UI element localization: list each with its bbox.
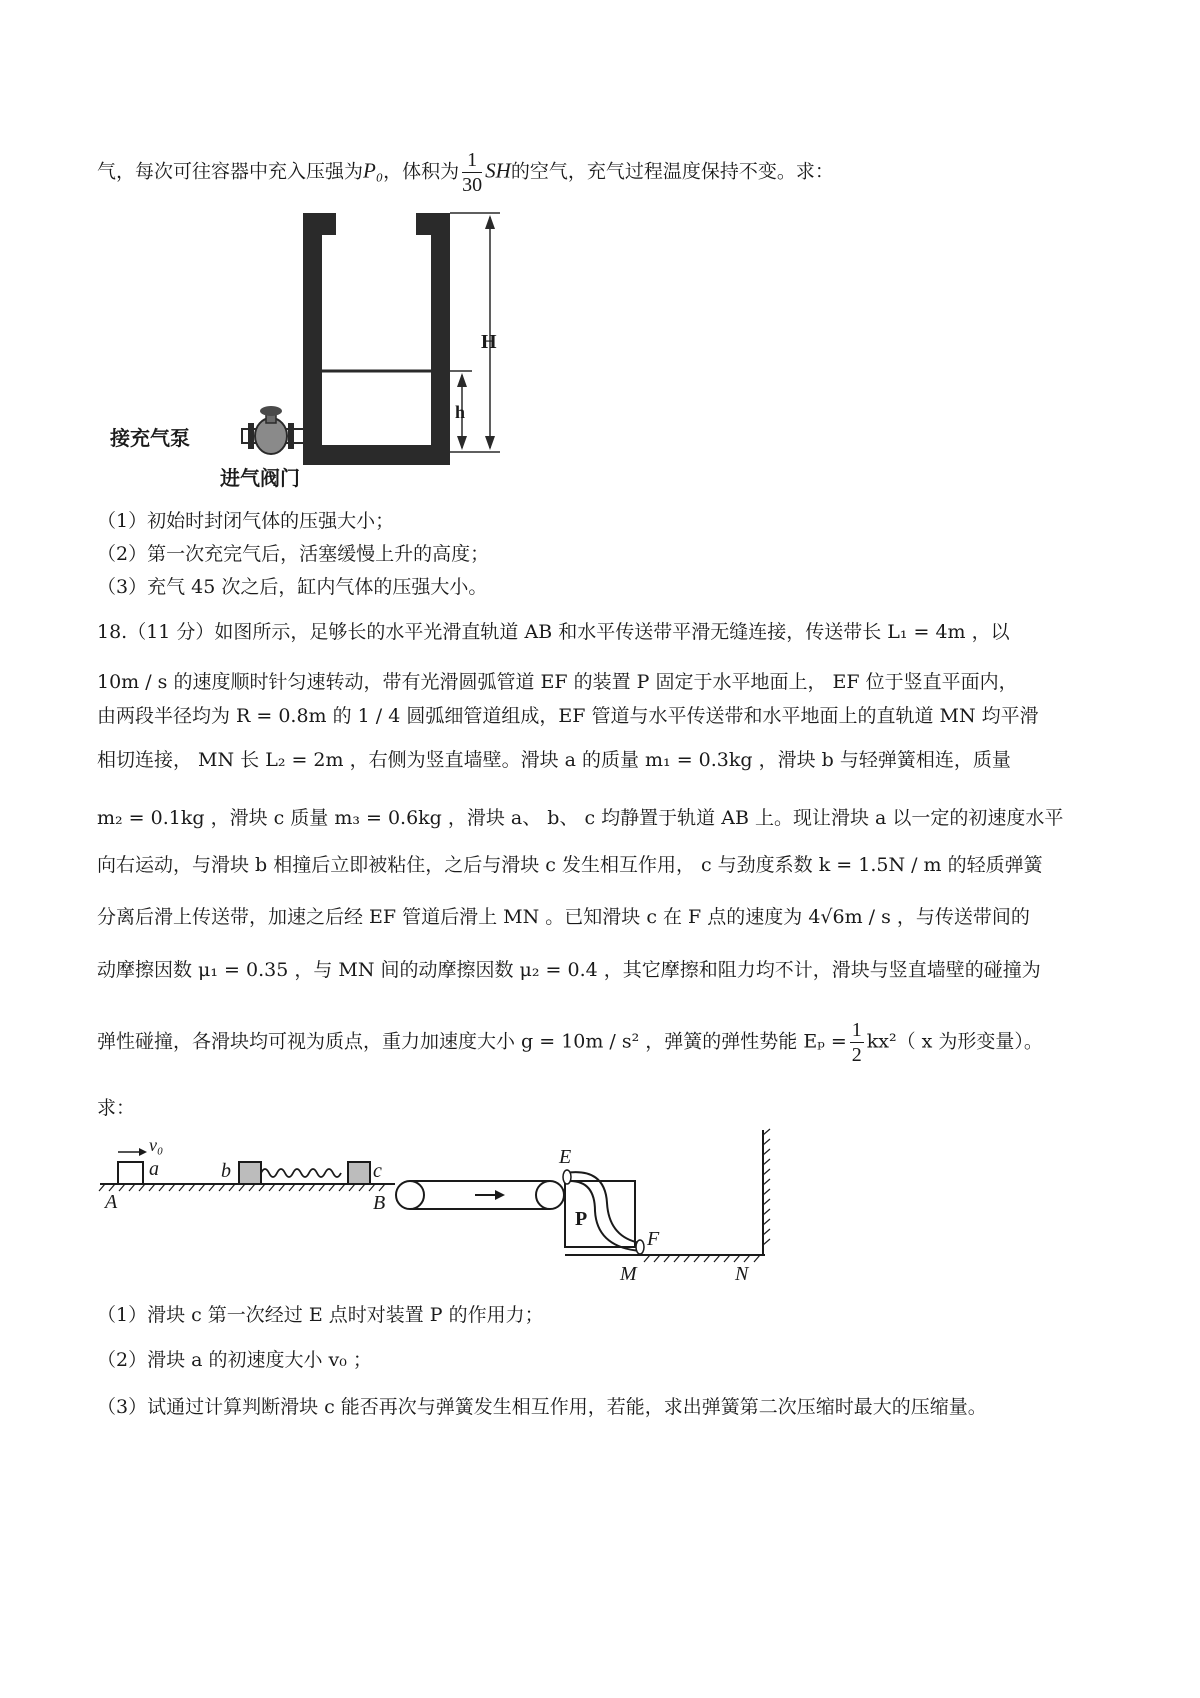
label-B: B (373, 1192, 386, 1214)
q18-line-4: 相切连接， MN 长 L₂ = 2m ，右侧为竖直墙壁。滑块 a 的质量 m₁ = 0.3kg ，滑块 b 与轻弹簧相连，质量 (97, 749, 1011, 771)
sh-symbol: SH (485, 158, 511, 183)
block-b (239, 1162, 261, 1184)
cylinder-left-wall (303, 213, 336, 431)
label-pump: 接充气泵 (110, 428, 190, 450)
label-E: E (559, 1146, 572, 1168)
label-F: F (647, 1228, 660, 1250)
q18-line-7: 分离后滑上传送带，加速之后经 EF 管道后滑上 MN 。已知滑块 c 在 F 点的速度为 4√6m / s ，与传送带间的 (97, 906, 1030, 928)
q18-line-1: 18.（11 分）如图所示，足够长的水平光滑直轨道 AB 和水平传送带平滑无缝连接，传送带长 L₁ = 4m ，以 (97, 621, 1010, 643)
label-P: P (575, 1208, 588, 1230)
cylinder-right-wall (303, 213, 450, 465)
label-H: H (481, 331, 497, 353)
q18-line-9: 弹性碰撞，各滑块均可视为质点，重力加速度大小 g = 10m / s² ，弹簧的弹性势能 Eₚ = $\frac{1}{2}$ kx²（ x 为形变量）。 (97, 1019, 1043, 1066)
label-c: c (373, 1160, 382, 1182)
label-N: N (735, 1263, 749, 1285)
label-h: h (455, 402, 466, 422)
label-b: b (221, 1160, 231, 1182)
q17-item-2: （2）第一次充完气后，活塞缓慢上升的高度； (97, 543, 490, 565)
spring (261, 1169, 341, 1177)
q18-item-3: （3）试通过计算判断滑块 c 能否再次与弹簧发生相互作用，若能，求出弹簧第二次压缩时最大的压缩量。 (97, 1396, 987, 1418)
q18-line-8: 动摩擦因数 μ₁ = 0.35 ，与 MN 间的动摩擦因数 μ₂ = 0.4 ，其它摩擦和阻力均不计，滑块与竖直墙壁的碰撞为 (97, 959, 1041, 981)
label-valve: 进气阀门 (220, 468, 300, 490)
q17-item-3: （3）充气 45 次之后，缸内气体的压强大小。 (97, 576, 488, 598)
belt-roller-left (396, 1181, 424, 1209)
q17-item-1: （1）初始时封闭气体的压强大小； (97, 510, 395, 532)
q18-item-1: （1）滑块 c 第一次经过 E 点时对装置 P 的作用力； (97, 1304, 544, 1326)
fraction-1-2: $\frac{1}{2}$ (851, 1019, 862, 1066)
q18-ask: 求： (97, 1097, 136, 1119)
q17-intro-line: 气，每次可往容器中充入压强为P₀，体积为 $\frac{1}{30}$ SH的空气，充气过程温度保持不变。求： (97, 149, 834, 196)
label-v0: v₀ (149, 1135, 164, 1155)
q18-line-5: m₂ = 0.1kg ，滑块 c 质量 m₃ = 0.6kg ，滑块 a、 b、 c 均静置于轨道 AB 上。现让滑块 a 以一定的初速度水平 (97, 807, 1064, 829)
label-A: A (105, 1191, 118, 1213)
block-c (348, 1162, 370, 1184)
conveyor-figure (95, 1125, 785, 1290)
valve-handle (260, 406, 282, 416)
q18-line-6: 向右运动，与滑块 b 相撞后立即被粘住，之后与滑块 c 发生相互作用， c 与劲度系数 k = 1.5N / m 的轻质弹簧 (97, 854, 1043, 876)
q18-line-3: 由两段半径均为 R = 0.8m 的 1 / 4 圆弧细管道组成，EF 管道与水平传送带和水平地面上的直轨道 MN 均平滑 (97, 705, 1039, 727)
cylinder-figure (100, 205, 560, 505)
belt-roller-right (536, 1181, 564, 1209)
q18-line-2: 10m / s 的速度顺时针匀速转动，带有光滑圆弧管道 EF 的装置 P 固定于水平地面上， EF 位于竖直平面内， (97, 671, 1018, 693)
label-a: a (149, 1158, 159, 1180)
q18-item-2: （2）滑块 a 的初速度大小 v₀ ； (97, 1349, 372, 1371)
label-M: M (620, 1263, 637, 1285)
p0-symbol: P₀ (363, 158, 384, 183)
belt-direction-arrow (495, 1190, 505, 1200)
fraction-1-30: $\frac{1}{30}$ (462, 149, 483, 196)
block-a (118, 1162, 143, 1184)
